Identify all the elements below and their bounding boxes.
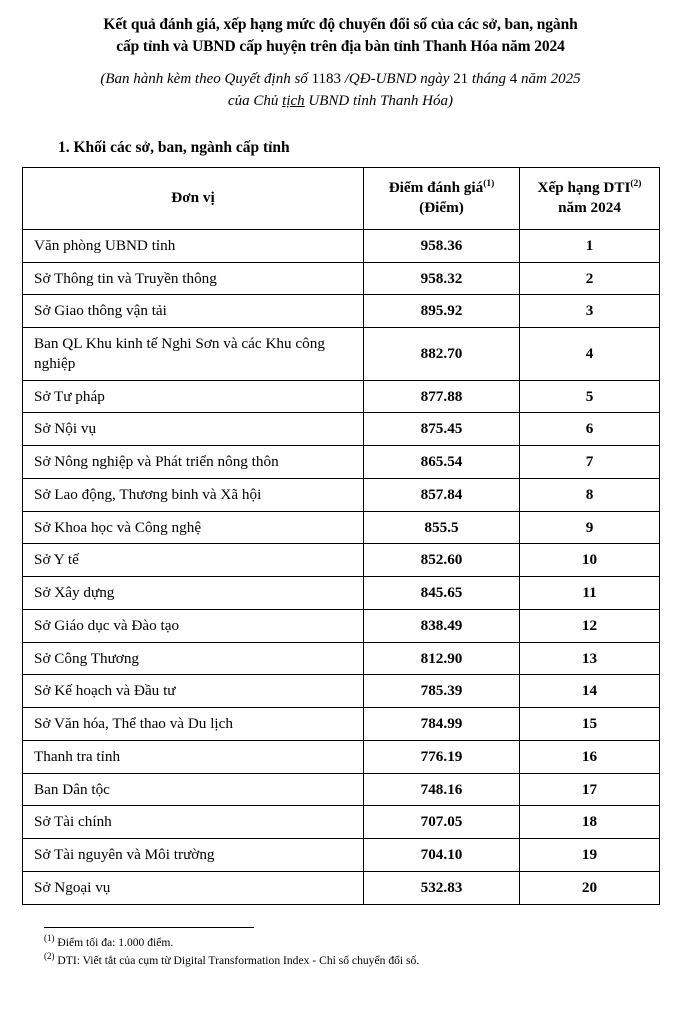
decree-number: 1183 [311,70,342,87]
footnote-marker-2: (2) [630,178,642,189]
table-row [23,295,660,328]
table-row [23,446,660,479]
cell-rank: 7 [520,446,660,479]
cell-rank: 13 [520,642,660,675]
cell-score: 958.36 [364,229,520,262]
cell-rank: 1 [520,229,660,262]
cell-score: 845.65 [364,577,520,610]
cell-unit: Sở Y tế [23,544,364,577]
table-row [23,413,660,446]
cell-unit: Sở Kế hoạch và Đầu tư [23,675,364,708]
cell-unit: Sở Tài nguyên và Môi trường [23,839,364,872]
cell-rank: 4 [520,328,660,381]
footnote-1 [44,934,659,952]
column-header-rank-line2: năm 2024 [558,199,621,217]
table-row [23,773,660,806]
cell-score: 812.90 [364,642,520,675]
decree-day: 21 [453,70,469,87]
table-row [23,328,660,381]
cell-score: 855.5 [364,511,520,544]
cell-score: 748.16 [364,773,520,806]
ranking-table [22,167,660,905]
cell-unit: Thanh tra tỉnh [23,740,364,773]
table-row [23,642,660,675]
column-header-unit: Đơn vị [23,167,364,229]
cell-score: 838.49 [364,609,520,642]
cell-unit: Sở Nội vụ [23,413,364,446]
footnote-marker-1: (1) [483,178,495,189]
decree-code: /QĐ-UBND [344,70,417,87]
cell-unit: Ban Dân tộc [23,773,364,806]
decree-prefix: (Ban hành kèm theo Quyết định số [100,70,308,87]
cell-rank: 12 [520,609,660,642]
table-row [23,511,660,544]
cell-unit: Sở Giáo dục và Đào tạo [23,609,364,642]
cell-score: 895.92 [364,295,520,328]
title-block [22,14,659,113]
cell-score: 784.99 [364,708,520,741]
footnote-1-marker: (1) [44,932,55,943]
decree-month: 4 [509,70,518,87]
cell-unit: Ban QL Khu kinh tế Nghi Sơn và các Khu công nghiệp [23,328,364,381]
table-row [23,577,660,610]
table-row [23,740,660,773]
table-row [23,839,660,872]
table-body [23,229,660,904]
cell-rank: 2 [520,262,660,295]
table-row [23,262,660,295]
page-title [22,14,659,59]
section-heading: 1. Khối các sở, ban, ngành cấp tỉnh [58,138,290,156]
column-header-rank-line1: Xếp hạng DTI [537,178,631,196]
cell-unit: Sở Giao thông vận tải [23,295,364,328]
cell-score: 875.45 [364,413,520,446]
table-row [23,544,660,577]
cell-rank: 11 [520,577,660,610]
column-header-score-line2: (Điểm) [419,199,464,217]
cell-rank: 9 [520,511,660,544]
cell-score: 532.83 [364,871,520,904]
cell-unit: Văn phòng UBND tỉnh [23,229,364,262]
cell-rank: 10 [520,544,660,577]
table-row [23,871,660,904]
table-header [23,167,660,229]
footnotes [44,934,659,970]
column-header-score-line1: Điểm đánh giá [388,178,484,196]
table-row [23,675,660,708]
page-title-line2: cấp tỉnh và UBND cấp huyện trên địa bàn tỉnh Thanh Hóa năm 2024 [116,38,565,56]
table-header-row [23,167,660,229]
column-header-score [364,167,520,229]
cell-rank: 18 [520,806,660,839]
cell-rank: 15 [520,708,660,741]
table-row [23,708,660,741]
decree-year: năm 2025 [521,70,581,87]
cell-score: 704.10 [364,839,520,872]
cell-rank: 20 [520,871,660,904]
decree-day-label: ngày [420,70,450,87]
cell-unit: Sở Nông nghiệp và Phát triển nông thôn [23,446,364,479]
decree-issuer-underlined: tịch [282,93,305,110]
cell-unit: Sở Tư pháp [23,380,364,413]
page-title-line1: Kết quả đánh giá, xếp hạng mức độ chuyển đổi số của các sở, ban, ngành [103,16,578,33]
decree-issuer-suffix: UBND tỉnh Thanh Hóa) [304,93,453,110]
cell-unit: Sở Tài chính [23,806,364,839]
cell-unit: Sở Ngoại vụ [23,871,364,904]
cell-score: 857.84 [364,478,520,511]
cell-unit: Sở Thông tin và Truyền thông [23,262,364,295]
cell-rank: 5 [520,380,660,413]
cell-unit: Sở Khoa học và Công nghệ [23,511,364,544]
cell-rank: 16 [520,740,660,773]
table-row [23,229,660,262]
cell-score: 785.39 [364,675,520,708]
footnote-2 [44,952,659,970]
cell-score: 877.88 [364,380,520,413]
cell-score: 707.05 [364,806,520,839]
footnote-separator [44,927,254,928]
footnote-2-marker: (2) [44,950,55,961]
column-header-rank [520,167,660,229]
cell-rank: 19 [520,839,660,872]
footnote-1-text: Điểm tối đa: 1.000 điểm. [57,935,174,949]
cell-score: 776.19 [364,740,520,773]
table-row [23,609,660,642]
cell-rank: 6 [520,413,660,446]
cell-score: 958.32 [364,262,520,295]
footnote-2-text: DTI: Viết tắt của cụm từ Digital Transformation Index - Chỉ số chuyển đổi số. [57,953,420,967]
cell-rank: 8 [520,478,660,511]
cell-unit: Sở Xây dựng [23,577,364,610]
decree-issuer-prefix: của Chủ [227,93,283,110]
cell-unit: Sở Văn hóa, Thể thao và Du lịch [23,708,364,741]
table-row [23,806,660,839]
cell-rank: 14 [520,675,660,708]
table-row [23,478,660,511]
cell-rank: 17 [520,773,660,806]
decree-reference-line [22,68,659,91]
table-row [23,380,660,413]
decree-month-label: tháng [471,70,507,87]
cell-score: 852.60 [364,544,520,577]
decree-issuer-line [22,90,659,113]
cell-score: 882.70 [364,328,520,381]
cell-unit: Sở Lao động, Thương binh và Xã hội [23,478,364,511]
cell-rank: 3 [520,295,660,328]
cell-score: 865.54 [364,446,520,479]
cell-unit: Sở Công Thương [23,642,364,675]
